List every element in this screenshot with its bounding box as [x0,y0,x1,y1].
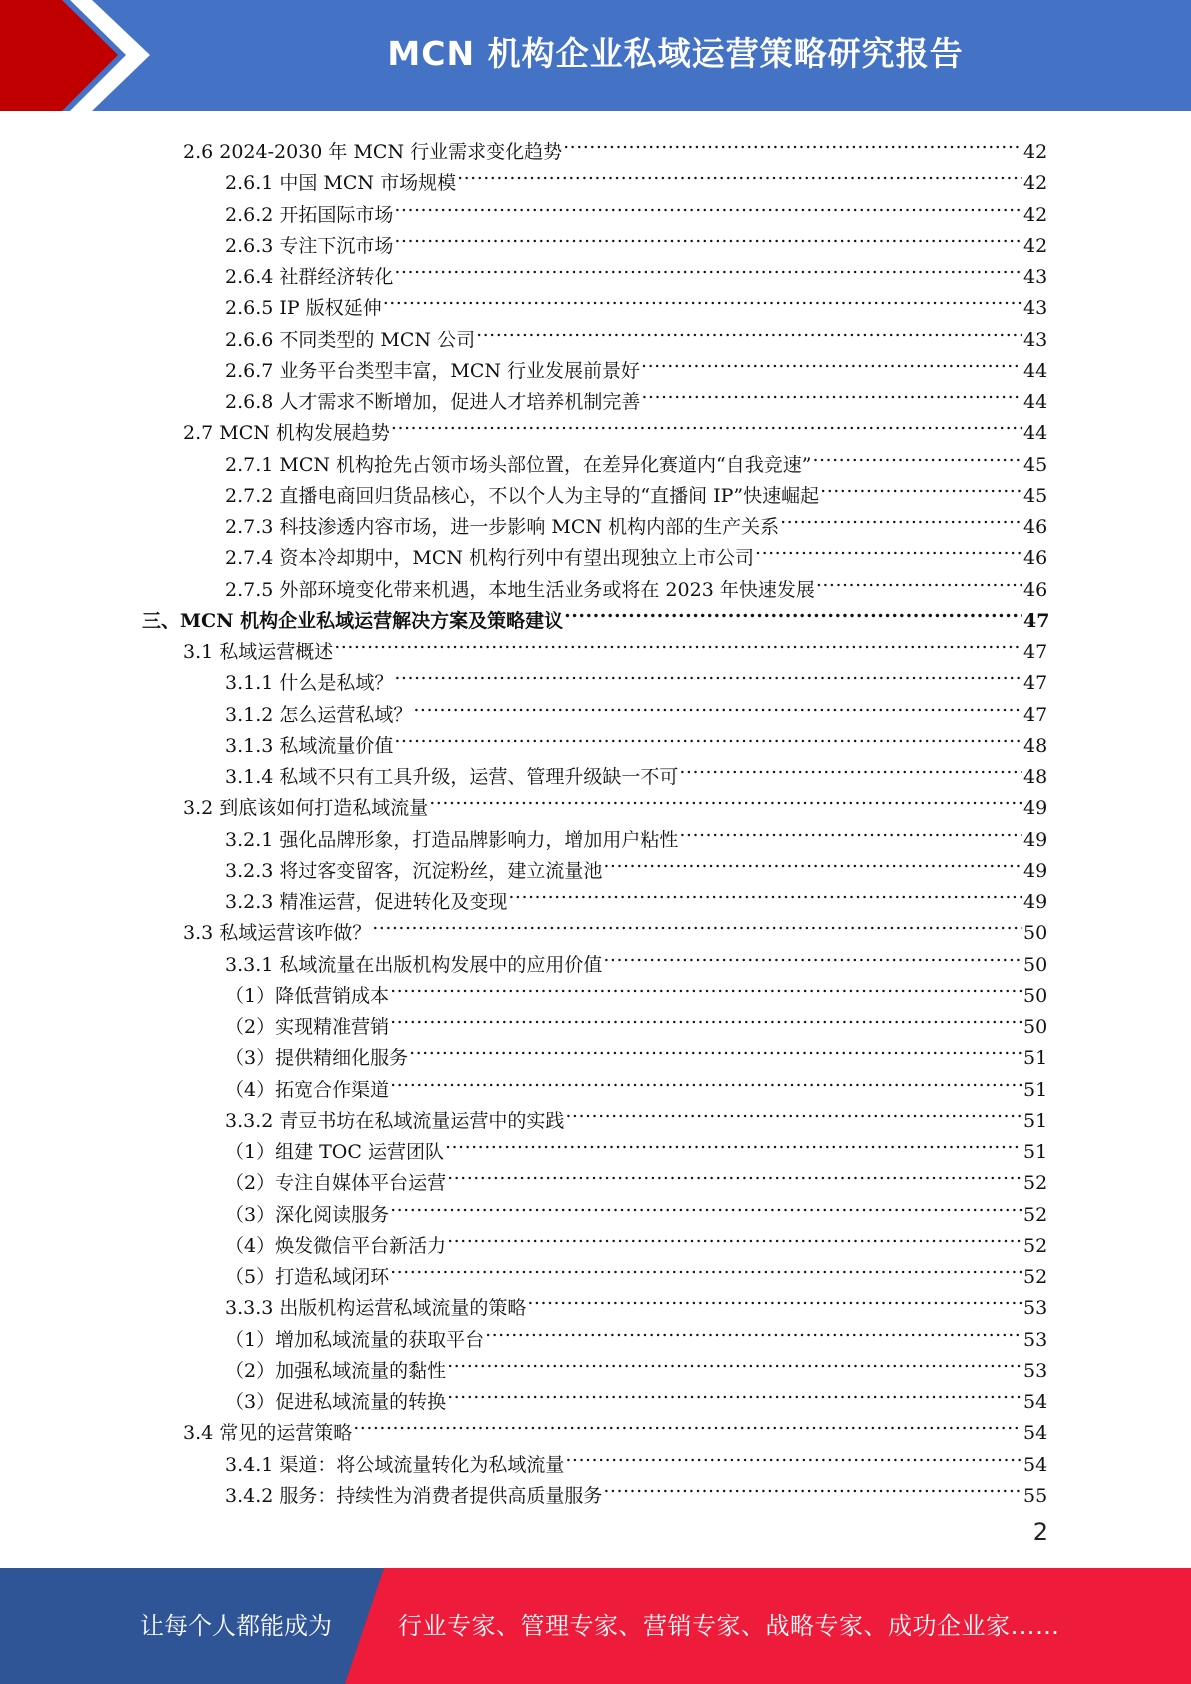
toc-dot-leader [383,283,1022,314]
toc-entry-title: 三、MCN 机构企业私域运营解决方案及策略建议 [142,609,564,632]
toc-entry-title: 2.6.7 业务平台类型丰富，MCN 行业发展前景好 [225,359,641,382]
toc-entry-title: 2.6.6 不同类型的 MCN 公司 [225,328,476,351]
toc-dot-leader [394,221,1022,252]
toc-dot-leader [447,1377,1022,1408]
toc-entry[interactable] [0,252,1191,288]
toc-entry-title: 3.3.3 出版机构运营私域流量的策略 [225,1297,527,1320]
toc-entry-page: 42 [1023,203,1048,226]
toc-dot-leader [372,908,1022,939]
toc-dot-leader [603,1471,1022,1502]
toc-entry-title: 2.6 2024-2030 年 MCN 行业需求变化趋势 [183,141,563,163]
toc-entry-page: 52 [1023,1266,1048,1288]
toc-entry[interactable] [0,1283,1191,1320]
toc-entry-title: 3.2.3 精准运营，促进转化及变现 [225,891,508,913]
toc-entry[interactable] [0,1096,1191,1132]
toc-entry[interactable] [0,1221,1191,1257]
toc-dot-leader [390,971,1022,1002]
toc-entry-page: 51 [1023,1047,1048,1070]
toc-entry-page: 51 [1023,1141,1048,1163]
toc-dot-leader [445,1127,1022,1158]
toc-entry-page: 47 [1023,641,1048,663]
toc-entry[interactable] [0,658,1191,695]
toc-entry-page: 51 [1023,1109,1048,1132]
toc-entry-page: 44 [1023,359,1048,382]
toc-entry-title: 2.6.8 人才需求不断增加，促进人才培养机制完善 [225,391,641,413]
toc-entry-page: 54 [1023,1391,1048,1413]
toc-dot-leader [508,877,1022,908]
toc-entry-title: 3.2 到底该如何打造私域流量 [183,797,429,820]
toc-dot-leader [457,158,1022,189]
toc-entry-page: 51 [1023,1078,1048,1101]
table-of-contents [0,127,1191,1507]
toc-entry-page: 54 [1023,1453,1048,1476]
toc-dot-leader [780,502,1022,533]
toc-entry-title: 2.7 MCN 机构发展趋势 [183,422,390,445]
toc-dot-leader [447,1346,1022,1377]
toc-entry[interactable] [0,1377,1191,1413]
toc-entry[interactable] [0,1408,1191,1445]
toc-dot-leader [812,440,1022,471]
toc-dot-leader [527,1283,1022,1314]
toc-entry-page: 50 [1023,953,1048,976]
toc-entry-title: 3.1.4 私域不只有工具升级，运营、管理升级缺一不可 [225,766,679,788]
toc-dot-leader [755,533,1022,564]
toc-entry[interactable] [0,1002,1191,1038]
toc-entry[interactable] [0,408,1191,445]
toc-entry[interactable] [0,377,1191,413]
footer-slogan-right: 行业专家、管理专家、营销专家、战略专家、成功企业家…… [398,1612,1060,1640]
toc-entry-title: （3）深化阅读服务 [225,1203,390,1226]
toc-entry-title: （3）提供精细化服务 [225,1047,409,1070]
toc-entry-page: 53 [1023,1297,1048,1320]
toc-entry-title: 2.6.3 专注下沉市场 [225,234,394,257]
toc-entry-title: 3.4.2 服务：持续性为消费者提供高质量服务 [225,1484,603,1507]
toc-dot-leader [485,1315,1022,1346]
toc-entry[interactable] [0,877,1191,913]
toc-entry-title: （5）打造私域闭环 [225,1266,390,1288]
toc-dot-leader [413,690,1022,721]
toc-entry-title: 2.7.4 资本冷却期中，MCN 机构行列中有望出现独立上市公司 [225,547,755,570]
page-number: 2 [1032,1518,1048,1546]
toc-entry-page: 47 [1023,609,1050,632]
toc-dot-leader [603,846,1022,877]
toc-entry[interactable] [0,783,1191,820]
toc-entry-title: 2.6.1 中国 MCN 市场规模 [225,172,457,195]
toc-dot-leader [409,1033,1022,1064]
toc-dot-leader [641,346,1022,377]
toc-entry[interactable] [0,565,1191,601]
toc-entry[interactable] [0,1315,1191,1351]
toc-entry[interactable] [0,971,1191,1007]
toc-dot-leader [563,127,1022,158]
toc-entry[interactable] [0,690,1191,726]
toc-entry[interactable] [0,190,1191,226]
toc-entry-title: 2.6.2 开拓国际市场 [225,203,394,226]
toc-entry-page: 45 [1023,453,1048,476]
toc-dot-leader [390,1002,1022,1033]
toc-entry-page: 49 [1023,859,1048,882]
toc-entry-page: 43 [1023,297,1048,320]
toc-entry-page: 46 [1023,578,1048,601]
page-footer [0,1568,1191,1684]
toc-entry-title: 3.3.2 青豆书坊在私域流量运营中的实践 [225,1109,565,1132]
toc-entry-title: 3.3.1 私域流量在出版机构发展中的应用价值 [225,953,603,976]
toc-entry[interactable] [0,158,1191,195]
toc-entry[interactable] [0,221,1191,257]
toc-entry-title: （2）实现精准营销 [225,1016,390,1038]
toc-entry-title: （4）焕发微信平台新活力 [225,1234,447,1257]
toc-entry-title: 3.4.1 渠道：将公域流量转化为私域流量 [225,1453,565,1476]
toc-entry-page: 55 [1023,1484,1048,1507]
toc-dot-leader [565,1096,1022,1127]
toc-dot-leader [447,1158,1022,1189]
toc-entry-title: （2）专注自媒体平台运营 [225,1172,447,1195]
toc-dot-leader [353,1408,1022,1439]
toc-entry-title: 3.2.1 强化品牌形象，打造品牌影响力，增加用户粘性 [225,828,679,851]
toc-entry-title: 3.1.2 怎么运营私域？ [225,703,413,726]
toc-entry-page: 50 [1023,922,1048,945]
toc-entry-page: 48 [1023,766,1048,788]
toc-entry[interactable] [0,815,1191,851]
toc-entry[interactable] [0,908,1191,945]
toc-entry-page: 47 [1023,703,1048,726]
toc-dot-leader [429,783,1022,814]
toc-entry-page: 47 [1023,672,1048,695]
toc-entry-title: （1）增加私域流量的获取平台 [225,1328,485,1351]
toc-entry[interactable] [0,846,1191,882]
toc-entry[interactable] [0,721,1191,757]
toc-entry-title: 2.6.4 社群经济转化 [225,266,394,288]
toc-entry-title: （2）加强私域流量的黏性 [225,1359,447,1382]
toc-entry[interactable] [0,127,1191,163]
toc-entry-page: 48 [1023,734,1048,757]
toc-entry[interactable] [0,502,1191,538]
toc-entry-title: （4）拓宽合作渠道 [225,1078,390,1101]
toc-entry[interactable] [0,596,1191,632]
toc-entry-page: 50 [1023,984,1048,1007]
toc-entry-title: 3.1 私域运营概述 [183,641,334,663]
toc-entry[interactable] [0,1190,1191,1226]
toc-entry-title: 3.3 私域运营该咋做？ [183,922,372,945]
toc-entry[interactable] [0,1033,1191,1070]
toc-entry-page: 42 [1023,172,1048,195]
toc-entry-title: 2.6.5 IP 版权延伸 [225,297,382,320]
toc-dot-leader [394,190,1022,221]
toc-entry-title: 3.1.3 私域流量价值 [225,734,394,757]
toc-entry-title: （1）降低营销成本 [225,984,390,1007]
toc-dot-leader [390,1190,1022,1221]
toc-dot-leader [334,627,1022,658]
toc-entry-title: 2.7.3 科技渗透内容市场，进一步影响 MCN 机构内部的生产关系 [225,516,780,538]
toc-entry[interactable] [0,283,1191,320]
toc-entry-title: 3.1.1 什么是私域？ [225,672,394,695]
toc-entry[interactable] [0,940,1191,976]
toc-entry-title: 3.2.3 将过客变留客，沉淀粉丝，建立流量池 [225,859,603,882]
toc-entry-page: 44 [1023,422,1048,445]
toc-entry-page: 43 [1023,328,1048,351]
toc-entry-page: 52 [1023,1172,1048,1195]
toc-entry[interactable] [0,315,1191,351]
toc-entry-title: 2.7.2 直播电商回归货品核心，不以个人为主导的“直播间 IP”快速崛起 [225,484,820,507]
toc-dot-leader [679,752,1022,783]
toc-entry-title: 2.7.1 MCN 机构抢先占领市场头部位置，在差异化赛道内“自我竞速” [225,453,812,476]
toc-entry-title: （3）促进私域流量的转换 [225,1391,447,1413]
toc-entry-page: 53 [1023,1359,1048,1382]
toc-dot-leader [679,815,1022,846]
toc-dot-leader [476,315,1022,346]
toc-entry-page: 52 [1023,1234,1048,1257]
toc-dot-leader [394,721,1022,752]
report-title: MCN 机构企业私域运营策略研究报告 [387,34,964,73]
toc-entry[interactable] [0,346,1191,382]
toc-entry-title: （1）组建 TOC 运营团队 [225,1141,444,1163]
toc-entry-page: 42 [1023,141,1048,163]
toc-entry-page: 49 [1023,891,1048,913]
toc-entry[interactable] [0,440,1191,476]
toc-dot-leader [394,252,1022,283]
toc-dot-leader [394,658,1022,689]
toc-dot-leader [390,1252,1022,1283]
toc-entry-page: 50 [1023,1016,1048,1038]
toc-entry-page: 45 [1023,484,1048,507]
toc-entry-page: 49 [1023,828,1048,851]
toc-dot-leader [564,596,1022,627]
toc-entry-page: 53 [1023,1328,1048,1351]
toc-dot-leader [390,1065,1022,1096]
toc-entry-page: 46 [1023,547,1048,570]
toc-entry[interactable] [0,1346,1191,1382]
toc-entry-page: 49 [1023,797,1048,820]
toc-entry-page: 46 [1023,516,1048,538]
toc-entry[interactable] [0,533,1191,570]
page-header [0,0,1191,111]
toc-entry-title: 3.4 常见的运营策略 [183,1422,353,1445]
toc-entry[interactable] [0,1252,1191,1288]
toc-entry-page: 43 [1023,266,1048,288]
toc-entry-page: 52 [1023,1203,1048,1226]
toc-entry[interactable] [0,1127,1191,1163]
toc-dot-leader [565,1440,1022,1471]
toc-entry-title: 2.7.5 外部环境变化带来机遇，本地生活业务或将在 2023 年快速发展 [225,578,815,601]
toc-entry[interactable] [0,627,1191,663]
toc-dot-leader [816,565,1022,596]
toc-entry-page: 54 [1023,1422,1048,1445]
toc-dot-leader [391,408,1022,439]
toc-entry[interactable] [0,1471,1191,1507]
toc-entry[interactable] [0,1440,1191,1476]
toc-entry[interactable] [0,752,1191,788]
toc-entry[interactable] [0,471,1191,507]
toc-entry-page: 42 [1023,234,1048,257]
toc-entry[interactable] [0,1158,1191,1195]
footer-slogan-left: 让每个人都能成为 [140,1612,332,1640]
toc-entry[interactable] [0,1065,1191,1101]
toc-dot-leader [447,1221,1022,1252]
toc-entry-page: 44 [1023,391,1048,413]
toc-dot-leader [603,940,1022,971]
toc-dot-leader [641,377,1022,408]
toc-dot-leader [820,471,1022,502]
